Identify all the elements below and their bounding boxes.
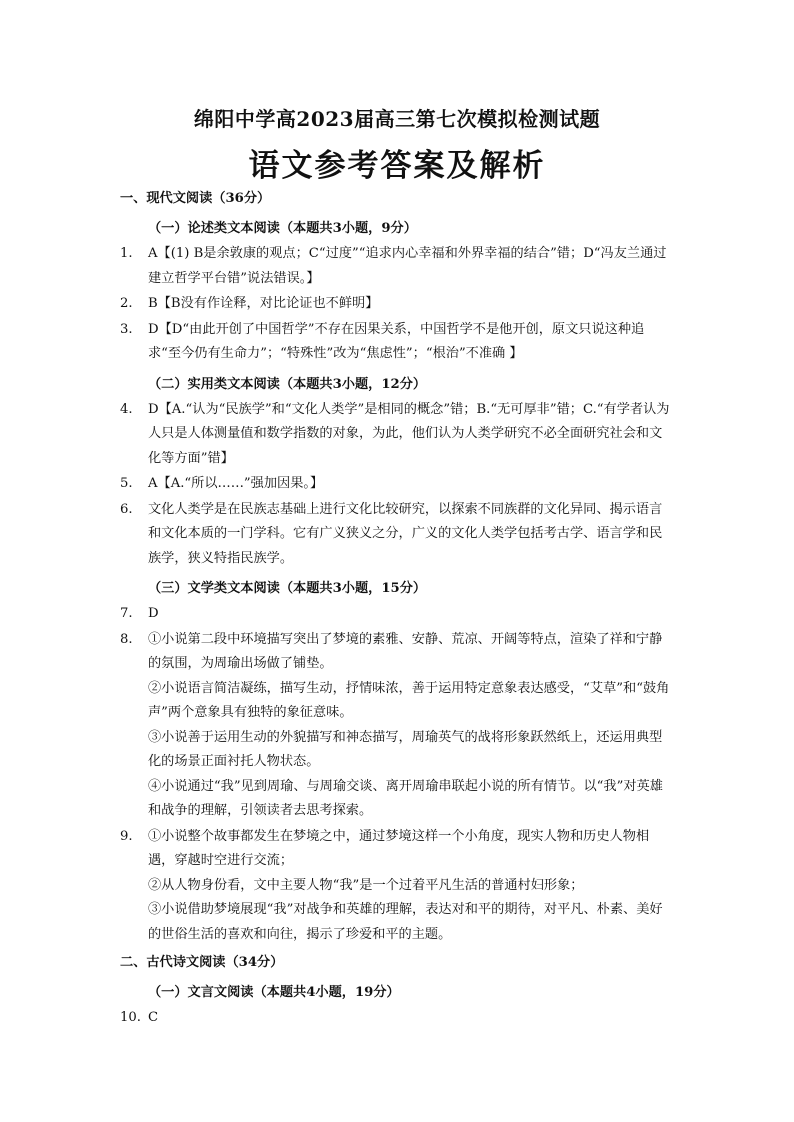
item-number: 5. [120,476,133,491]
section-1-heading: 一、现代文阅读（36分） [120,191,271,206]
item-text: B【B没有作诠释，对比论证也不鲜明】 [148,296,379,311]
item-number: 2. [120,296,133,311]
item-number: 1. [120,246,133,261]
answer-item-1 [120,242,675,291]
answer-item-5 [120,472,675,497]
item-paragraph: ②小说语言简洁凝练，描写生动，抒情味浓，善于运用特定意象表达感受，“艾草”和“鼓角声”两个意象具有独特的象征意味。 [148,680,670,720]
item-paragraph: ①小说整个故事都发生在梦境之中，通过梦境这样一个小角度，现实人物和历史人物相遇，穿越时空进行交流； [148,828,650,868]
item-number: 3. [120,321,133,337]
item-text: C [148,1010,159,1025]
item-paragraph: ②从人物身份看，文中主要人物“我”是一个过着平凡生活的普通村妇形象； [148,877,584,893]
answer-item-6 [120,498,675,572]
answer-item-3 [120,318,675,367]
item-paragraph: ①小说第二段中环境描写突出了梦境的素雅、安静、荒凉、开阔等特点，渲染了祥和宁静的氛围，为周瑜出场做了铺垫。 [148,631,663,671]
subsection-2-1-heading: （一）文言文阅读（本题共4小题，19分） [148,985,400,1000]
item-number: 9. [120,828,133,844]
item-paragraph: ④小说通过“我”见到周瑜、与周瑜交谈、离开周瑜串联起小说的所有情节。以“我”对英雄和战争的理解，引领读者去思考探索。 [148,778,663,818]
answer-item-8 [120,628,675,824]
item-number: 6. [120,501,133,517]
item-number: 7. [120,606,133,621]
item-text: A【(1) B是余敦康的观点；C“过度”“追求内心幸福和外界幸福的结合”错；D“冯友兰通过建立哲学平台错”说法错误。】 [148,246,667,286]
item-number: 8. [120,631,133,647]
item-text: 文化人类学是在民族志基础上进行文化比较研究，以探索不同族群的文化异同、揭示语言和文化本质的一门学科。它有广义狭义之分，广义的文化人类学包括考古学、语言学和民族学，狭义特指民族学。 [148,501,663,566]
item-number: 4. [120,401,133,417]
item-text [148,825,675,948]
answer-item-7 [120,602,675,627]
item-text: D【A.“认为“民族学”和“文化人类学”是相同的概念”错；B.“无可厚非”错；C.“有学者认为人只是人体测量值和数学指数的对象，为此，他们认为人类学研究不必全面研究社会和文化等方面”错】 [148,401,670,466]
answer-item-10 [120,1006,675,1031]
answer-item-4 [120,398,675,472]
section-2-heading: 二、古代诗文阅读（34分） [120,955,284,970]
answer-item-2 [120,292,675,317]
item-text [148,628,675,824]
subsection-1-2-heading: （二）实用类文本阅读（本题共3小题，12分） [148,376,427,392]
item-text: A【A.“所以……”强加因果。】 [148,476,324,491]
subsection-1-1-heading: （一）论述类文本阅读（本题共3小题，9分） [148,221,417,236]
item-text: D [148,606,159,621]
document-title: 语文参考答案及解析 [248,148,546,184]
item-paragraph: ③小说善于运用生动的外貌描写和神态描写，周瑜英气的战将形象跃然纸上，还运用典型化的场景正面衬托人物状态。 [148,729,663,769]
answer-item-9 [120,825,675,948]
answer-body [120,183,675,1031]
item-number: 10. [120,1010,141,1025]
item-text: D【D“由此开创了中国哲学”不存在因果关系，中国哲学不是他开创，原文只说这种追求“至今仍有生命力”；“特殊性”改为“焦虑性”；“根治”不准确 】 [148,321,645,361]
exam-title: 绵阳中学高2023届高三第七次模拟检测试题 [193,107,601,131]
item-paragraph: ③小说借助梦境展现“我”对战争和英雄的理解，表达对和平的期待，对平凡、朴素、美好的世俗生活的喜欢和向往，揭示了珍爱和平的主题。 [148,902,663,942]
subsection-1-3-heading: （三）文学类文本阅读（本题共3小题，15分） [148,581,427,596]
